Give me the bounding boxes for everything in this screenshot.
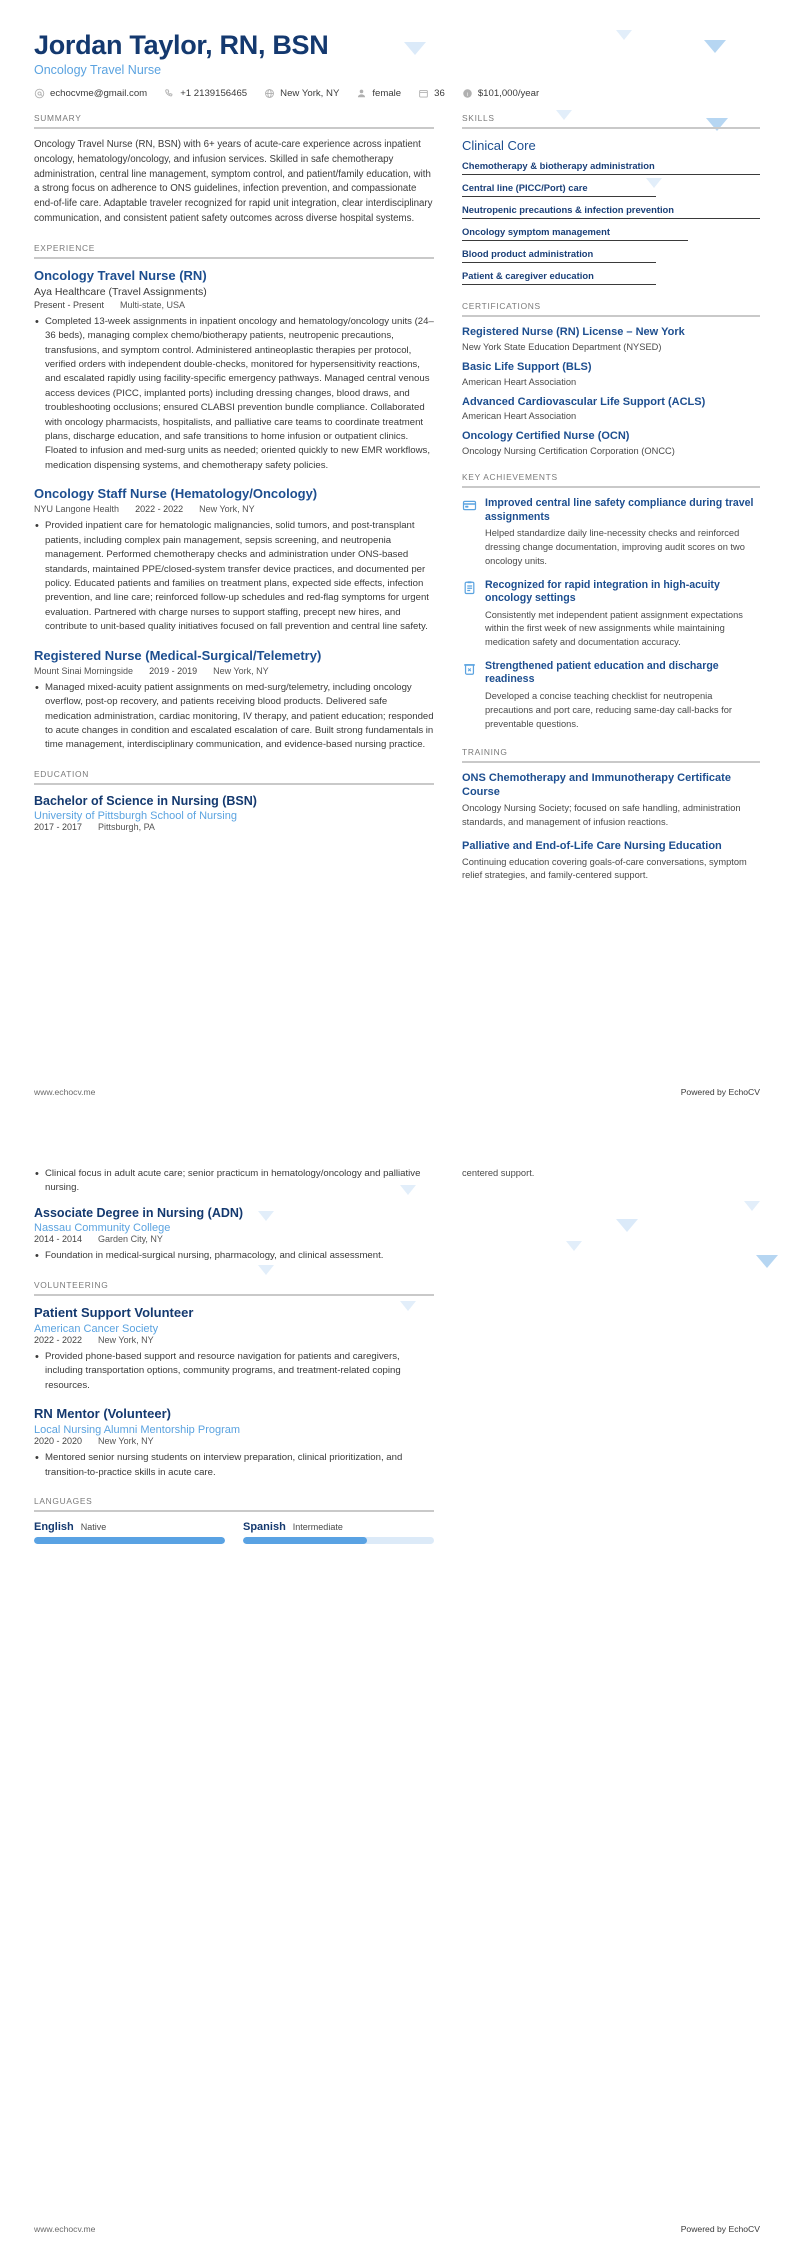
achievement-body	[485, 660, 760, 731]
skill-label: Central line (PICC/Port) care	[462, 182, 588, 194]
page-title: Jordan Taylor, RN, BSN	[34, 30, 329, 60]
footer-url[interactable]: www.echocv.me	[34, 1087, 96, 1097]
experience-title: Registered Nurse (Medical-Surgical/Telemetry)	[34, 647, 322, 663]
section-languages	[34, 1496, 434, 1544]
language-proficiency-fill	[34, 1537, 225, 1544]
volunteering-title: RN Mentor (Volunteer)	[34, 1406, 171, 1422]
volunteering-location: New York, NY	[98, 1436, 154, 1447]
section-volunteering	[34, 1280, 434, 1480]
certification-name: Advanced Cardiovascular Life Support (ACLS)	[462, 395, 706, 408]
achievement-title: Improved central line safety compliance during travel assignments	[485, 497, 754, 523]
training-desc: Oncology Nursing Society; focused on safe handling, administration standards, and management of infusion reactions.	[462, 803, 741, 827]
calendar-icon	[418, 88, 429, 99]
skill-bar	[462, 218, 760, 219]
language-proficiency-track	[34, 1537, 225, 1544]
section-heading-languages: LANGUAGES	[34, 1496, 93, 1507]
certification-org: Oncology Nursing Certification Corporation (ONCC)	[462, 446, 675, 457]
section-training	[462, 747, 760, 883]
experience-dates: 2022 - 2022	[135, 504, 184, 515]
volunteering-bullet: • Provided phone-based support and resource navigation for patients and caregivers, including transportation options, community programs, and treatment-related coping resources.	[34, 1350, 434, 1393]
footer-brand: Powered by EchoCV	[680, 1087, 760, 1097]
experience-bullet: • Managed mixed-acuity patient assignments on med-surg/telemetry, including oncology overflow, post-op recovery, and patients receiving blood products. Delivered safe medication administration, cardiac monitoring, IV therapy, and patient education; responded to acute changes in condition and escalated escalation of care. Built strong fundamentals in time management, interdisciplinary communication, and evidence-based nursing practice.	[34, 681, 434, 753]
card-icon	[462, 498, 477, 513]
training-desc-continued: centered support.	[462, 1168, 535, 1178]
experience-bullet: • Provided inpatient care for hematologic malignancies, solid tumors, and post-transplant patients, including complex pain management, sepsis screening, and neutropenia management. Performed chemotherapy checks and administration under ONS-based standards, maintained PPE/closed-system transfer device practices, and documented per policy. Educated patients and families on treatment plans, expected side effects, infection prevention, and line care; reinforced follow-up schedules and red-flag symptoms for urgent evaluation. Partnered with charge nurses to support staffing, precept new hires, and contribute to unit-based quality initiatives focused on fall prevention and central line safety.	[34, 519, 434, 634]
education-location: Pittsburgh, PA	[98, 822, 155, 833]
volunteering-item	[34, 1305, 434, 1393]
section-heading-training: TRAINING	[462, 747, 508, 758]
clipboard-icon	[462, 580, 477, 595]
contact-email-text: echocvme@gmail.com	[50, 88, 148, 100]
certification-item	[462, 361, 760, 387]
section-certifications	[462, 301, 760, 456]
skill-item	[462, 226, 760, 241]
experience-item	[34, 486, 434, 634]
page-footer	[34, 2224, 760, 2234]
skill-item	[462, 204, 760, 219]
contact-salary-text: $101,000/year	[477, 88, 540, 100]
footer-url[interactable]: www.echocv.me	[34, 2224, 96, 2234]
phone-icon	[164, 88, 175, 99]
experience-item	[34, 648, 434, 753]
trash-icon	[462, 661, 477, 676]
training-item	[462, 840, 760, 883]
language-proficiency-track	[243, 1537, 434, 1544]
education-school: Nassau Community College	[34, 1222, 171, 1235]
section-heading-key-achievements: KEY ACHIEVEMENTS	[462, 472, 558, 483]
section-divider	[34, 127, 434, 129]
skill-bar	[462, 240, 688, 241]
experience-bullets	[34, 315, 434, 473]
experience-meta	[34, 300, 434, 310]
section-divider	[462, 761, 760, 763]
salary-icon	[462, 88, 473, 99]
language-proficiency-fill	[243, 1537, 367, 1544]
skill-item	[462, 182, 760, 197]
language-level: Native	[80, 1522, 107, 1533]
achievement-desc: Developed a concise teaching checklist for neutropenia precautions and port care, reducing same-day call-backs for preventable questions.	[485, 691, 733, 729]
training-desc: Continuing education covering goals-of-care conversations, symptom relief strategies, and family-centered support.	[462, 856, 747, 881]
section-heading-skills: SKILLS	[462, 113, 495, 124]
section-heading-certifications: CERTIFICATIONS	[462, 301, 541, 312]
education-item	[34, 794, 434, 833]
experience-bullets	[34, 681, 434, 753]
location-icon	[264, 88, 275, 99]
contact-phone-text: +1 2139156465	[180, 88, 248, 100]
certification-org: American Heart Association	[462, 411, 577, 422]
experience-location: Multi-state, USA	[120, 299, 186, 310]
education-bullet: • Foundation in medical-surgical nursing, pharmacology, and clinical assessment.	[34, 1249, 434, 1263]
page-footer	[34, 1087, 760, 1097]
education-bullet: • Clinical focus in adult acute care; senior practicum in hematology/oncology and palliative nursing.	[34, 1167, 434, 1196]
section-heading-volunteering: VOLUNTEERING	[34, 1279, 109, 1290]
education-dates: 2014 - 2014	[34, 1234, 83, 1245]
skill-group-name: Clinical Core	[462, 138, 536, 154]
skill-item	[462, 160, 760, 175]
education-meta	[34, 822, 434, 832]
skill-label: Blood product administration	[462, 248, 594, 260]
experience-dates: Present - Present	[34, 299, 105, 310]
contact-age-text: 36	[434, 88, 445, 100]
language-header	[243, 1521, 434, 1533]
languages-list	[34, 1521, 434, 1544]
experience-dates: 2019 - 2019	[149, 665, 198, 676]
summary-text: Oncology Travel Nurse (RN, BSN) with 6+ years of acute-care experience across inpatient oncology, hematology/oncology, and infusion services. Skilled in safe chemotherapy administration, central line management, symptom control, and patient/family education, with a strong focus on adherence to ONS guidelines, infection prevention, and compassionate end-of-life care. Adaptable traveler recognized for rapid unit integration, clear interdisciplinary communication, and consistent patient safety outcomes across diverse hospital systems.	[34, 139, 433, 224]
left-column	[34, 1167, 434, 1560]
certification-org: American Heart Association	[462, 376, 577, 387]
contact-gender	[356, 88, 401, 99]
education-degree: Bachelor of Science in Nursing (BSN)	[34, 793, 257, 808]
training-name: ONS Chemotherapy and Immunotherapy Certificate Course	[462, 772, 731, 799]
skill-bar	[462, 174, 760, 175]
experience-org: Mount Sinai Morningside	[34, 665, 134, 676]
achievement-title: Recognized for rapid integration in high-acuity oncology settings	[485, 578, 720, 605]
language-name: English	[34, 1521, 74, 1534]
experience-bullet: • Completed 13-week assignments in inpatient oncology and hematology/oncology units (24–36 beds), managing complex chemo/biotherapy patients, neutropenic precautions, transfusions, and symptom control. Administered antineoplastic therapies per protocol, verified orders with independent double-checks, monitored for hypersensitivity reactions, and escalated rapidly using facility-specific emergency pathways. Managed central venous access devices (PICC, implanted ports) including dressing changes, blood draws, and troubleshooting occlusions; ensured CLABSI prevention bundle compliance. Collaborated with oncology pharmacists, hospitalists, and palliative care teams to coordinate treatment plans, discharge education, and safe transitions to home infusion or outpatient clinics. Floated to infusion and med-surg units as needed; oriented quickly to new EMR workflows, medication dispensing systems, and chemotherapy safety policies.	[34, 315, 434, 473]
experience-item	[34, 268, 434, 474]
resume-page-1	[0, 0, 794, 1123]
language-item	[243, 1521, 434, 1544]
experience-bullets	[34, 519, 434, 634]
section-divider	[462, 486, 760, 488]
volunteering-bullets	[34, 1451, 434, 1480]
language-name: Spanish	[243, 1521, 286, 1534]
certification-org: New York State Education Department (NYSED)	[462, 341, 662, 352]
certification-name: Oncology Certified Nurse (OCN)	[462, 430, 630, 443]
skill-bar	[462, 284, 656, 285]
training-name: Palliative and End-of-Life Care Nursing Education	[462, 839, 722, 852]
experience-title: Oncology Travel Nurse (RN)	[34, 267, 207, 283]
achievement-desc: Consistently met independent patient assignment expectations within the first week of new assignments while maintaining medication safety and documentation accuracy.	[485, 609, 743, 648]
achievement-desc: Helped standardize daily line-necessity checks and reinforced dressing change documentation, improving audit scores on two oncology units.	[485, 528, 745, 566]
achievement-title: Strengthened patient education and discharge readiness	[485, 659, 719, 686]
achievement-item	[462, 579, 760, 650]
contact-age	[418, 88, 445, 99]
volunteering-dates: 2020 - 2020	[34, 1436, 83, 1447]
volunteering-bullet: • Mentored senior nursing students on interview preparation, clinical prioritization, and transition-to-practice skills in acute care.	[34, 1451, 434, 1480]
footer-brand: Powered by EchoCV	[680, 2224, 760, 2234]
section-experience	[34, 243, 434, 753]
experience-title: Oncology Staff Nurse (Hematology/Oncology)	[34, 486, 318, 502]
education-bullets-continued	[34, 1167, 434, 1196]
page-separator	[0, 1123, 794, 1137]
certification-item	[462, 396, 760, 422]
volunteering-title: Patient Support Volunteer	[34, 1304, 194, 1320]
section-divider	[462, 315, 760, 317]
section-heading-education: EDUCATION	[34, 768, 89, 779]
section-heading-experience: EXPERIENCE	[34, 242, 95, 253]
section-heading-summary: SUMMARY	[34, 113, 82, 124]
education-degree: Associate Degree in Nursing (ADN)	[34, 1205, 244, 1220]
education-bullets	[34, 1249, 434, 1263]
education-item	[34, 1206, 434, 1264]
skill-item	[462, 270, 760, 285]
volunteering-meta	[34, 1436, 434, 1446]
experience-meta	[34, 666, 434, 676]
skill-item	[462, 248, 760, 263]
person-icon	[356, 88, 367, 99]
skill-label: Oncology symptom management	[462, 226, 610, 238]
education-school: University of Pittsburgh School of Nursing	[34, 810, 237, 823]
volunteering-dates: 2022 - 2022	[34, 1335, 83, 1346]
experience-org: Aya Healthcare (Travel Assignments)	[34, 285, 207, 298]
contact-gender-text: female	[372, 88, 402, 100]
section-divider	[34, 1294, 434, 1296]
achievement-body	[485, 579, 760, 650]
certification-item	[462, 430, 760, 456]
training-item	[462, 772, 760, 829]
achievement-body	[485, 497, 760, 568]
language-item	[34, 1521, 225, 1544]
resume-page-2	[0, 1137, 794, 2260]
email-icon	[34, 88, 45, 99]
skill-bar	[462, 262, 656, 263]
contact-bar	[34, 88, 760, 99]
volunteering-org: Local Nursing Alumni Mentorship Program	[34, 1424, 241, 1437]
contact-location	[264, 88, 339, 99]
skill-label: Chemotherapy & biotherapy administration	[462, 160, 655, 172]
certification-name: Basic Life Support (BLS)	[462, 360, 592, 373]
experience-meta	[34, 504, 434, 514]
skill-label: Neutropenic precautions & infection prevention	[462, 204, 675, 216]
language-level: Intermediate	[292, 1522, 343, 1533]
right-column	[462, 1167, 760, 1181]
skill-label: Patient & caregiver education	[462, 270, 594, 282]
section-education	[34, 769, 434, 833]
volunteering-meta	[34, 1335, 434, 1345]
volunteering-org: American Cancer Society	[34, 1323, 159, 1336]
contact-location-text: New York, NY	[280, 88, 340, 100]
education-meta	[34, 1234, 434, 1244]
education-dates: 2017 - 2017	[34, 822, 83, 833]
section-divider	[34, 1510, 434, 1512]
section-skills	[462, 113, 760, 285]
achievement-item	[462, 660, 760, 731]
experience-org: NYU Langone Health	[34, 504, 120, 515]
volunteering-location: New York, NY	[98, 1335, 154, 1346]
experience-location: New York, NY	[213, 665, 269, 676]
contact-phone[interactable]	[164, 88, 247, 99]
resume-header	[34, 30, 760, 99]
certification-name: Registered Nurse (RN) License – New York	[462, 326, 685, 339]
left-column	[34, 113, 434, 848]
svg-text:i: i	[466, 92, 468, 99]
achievement-item	[462, 497, 760, 568]
language-header	[34, 1521, 225, 1533]
job-title-subtitle: Oncology Travel Nurse	[34, 63, 162, 78]
skill-bar	[462, 196, 656, 197]
section-divider	[34, 783, 434, 785]
experience-location: New York, NY	[199, 504, 255, 515]
volunteering-item	[34, 1406, 434, 1480]
contact-email[interactable]	[34, 88, 147, 99]
education-location: Garden City, NY	[98, 1234, 163, 1245]
section-key-achievements	[462, 472, 760, 731]
section-divider	[34, 257, 434, 259]
section-divider	[462, 127, 760, 129]
certification-item	[462, 326, 760, 352]
right-column	[462, 113, 760, 899]
section-summary	[34, 113, 434, 226]
volunteering-bullets	[34, 1350, 434, 1393]
contact-salary	[462, 88, 539, 99]
